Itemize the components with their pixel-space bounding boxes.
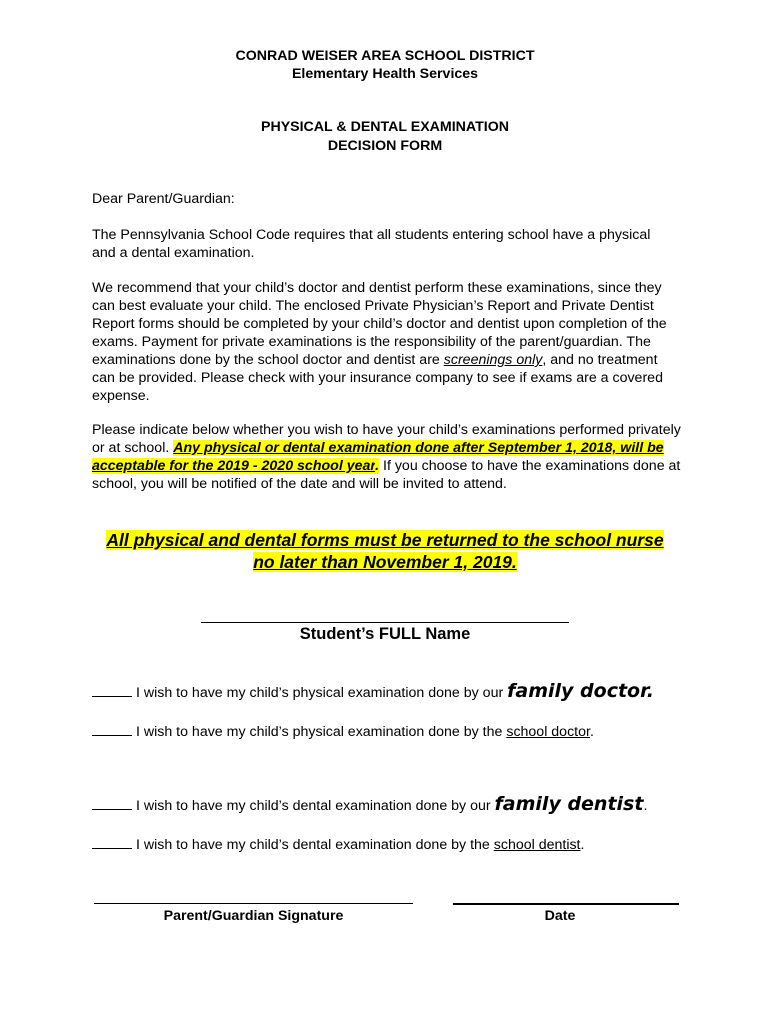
para2-text-b: , and no treatment can be provided. Please check with your insurance company to see if exams are a covered expense. bbox=[92, 352, 663, 404]
acceptance-date-highlight: Any physical or dental examination done after September 1, 2018, will be acceptable for the 2019 - 2020 school year bbox=[92, 440, 664, 474]
parent-signature-line[interactable] bbox=[94, 903, 413, 904]
opt3-text: I wish to have my child’s dental examination done by our bbox=[135, 798, 495, 814]
department-name: Elementary Health Services bbox=[291, 66, 479, 82]
option-physical-school-doctor bbox=[92, 722, 594, 741]
paragraph-school-code: The Pennsylvania School Code requires that all students entering school have a physical and a dental examination. bbox=[92, 227, 651, 261]
paragraph-instructions bbox=[92, 421, 682, 493]
opt3-end: . bbox=[643, 798, 648, 814]
student-name-line[interactable] bbox=[201, 622, 569, 623]
deadline-notice-line-2: no later than November 1, 2019. bbox=[253, 552, 517, 572]
family-dentist-emphasis: family dentist bbox=[494, 793, 644, 815]
date-line[interactable] bbox=[453, 903, 679, 905]
paragraph-recommendation bbox=[92, 279, 682, 405]
district-name: CONRAD WEISER AREA SCHOOL DISTRICT bbox=[235, 48, 535, 64]
opt4-text: I wish to have my child’s dental examination done by the bbox=[135, 837, 494, 853]
checkbox-blank-dental-family[interactable] bbox=[92, 796, 132, 810]
opt4-end: . bbox=[580, 837, 585, 853]
deadline-notice bbox=[0, 529, 770, 573]
para3-text-a: Please indicate below whether you wish to have your child’s examinations performed privately or at school. bbox=[92, 422, 681, 456]
student-name-label: Student’s FULL Name bbox=[299, 625, 471, 643]
salutation: Dear Parent/Guardian: bbox=[92, 191, 235, 207]
form-title-line-1: PHYSICAL & DENTAL EXAMINATION bbox=[260, 119, 510, 135]
checkbox-blank-physical-school[interactable] bbox=[92, 722, 132, 736]
para3-text-b: If you choose to have the examinations done at school, you will be notified of the date and will be invited to attend. bbox=[92, 458, 681, 492]
form-title-line-2: DECISION FORM bbox=[327, 138, 443, 154]
para2-text-a: We recommend that your child’s doctor and dentist perform these examinations, since they can best evaluate your child. The enclosed Private Physician’s Report and Private Dentist Report forms should be completed by your child’s doctor and dentist upon completion of the exams. Payment for private examinations is the responsibility of the parent/guardian. The examinations done by the school doctor and dentist are bbox=[92, 280, 667, 368]
school-dentist-emphasis: school dentist bbox=[493, 837, 581, 853]
option-dental-family-dentist bbox=[92, 795, 647, 815]
checkbox-blank-dental-school[interactable] bbox=[92, 835, 132, 849]
opt1-text: I wish to have my child’s physical examination done by our bbox=[135, 685, 508, 701]
option-physical-family-doctor bbox=[92, 682, 654, 702]
highlight-period: . bbox=[375, 458, 380, 474]
family-doctor-emphasis: family doctor. bbox=[507, 680, 654, 702]
opt2-text: I wish to have my child’s physical examination done by the bbox=[135, 724, 507, 740]
school-doctor-emphasis: school doctor bbox=[506, 724, 590, 740]
checkbox-blank-physical-family[interactable] bbox=[92, 683, 132, 697]
option-dental-school-dentist bbox=[92, 835, 584, 854]
date-label: Date bbox=[544, 908, 576, 924]
screenings-only-emphasis: screenings only bbox=[443, 352, 543, 368]
opt2-end: . bbox=[589, 724, 594, 740]
deadline-notice-line-1: All physical and dental forms must be returned to the school nurse bbox=[106, 530, 664, 550]
parent-signature-label: Parent/Guardian Signature bbox=[163, 908, 344, 924]
